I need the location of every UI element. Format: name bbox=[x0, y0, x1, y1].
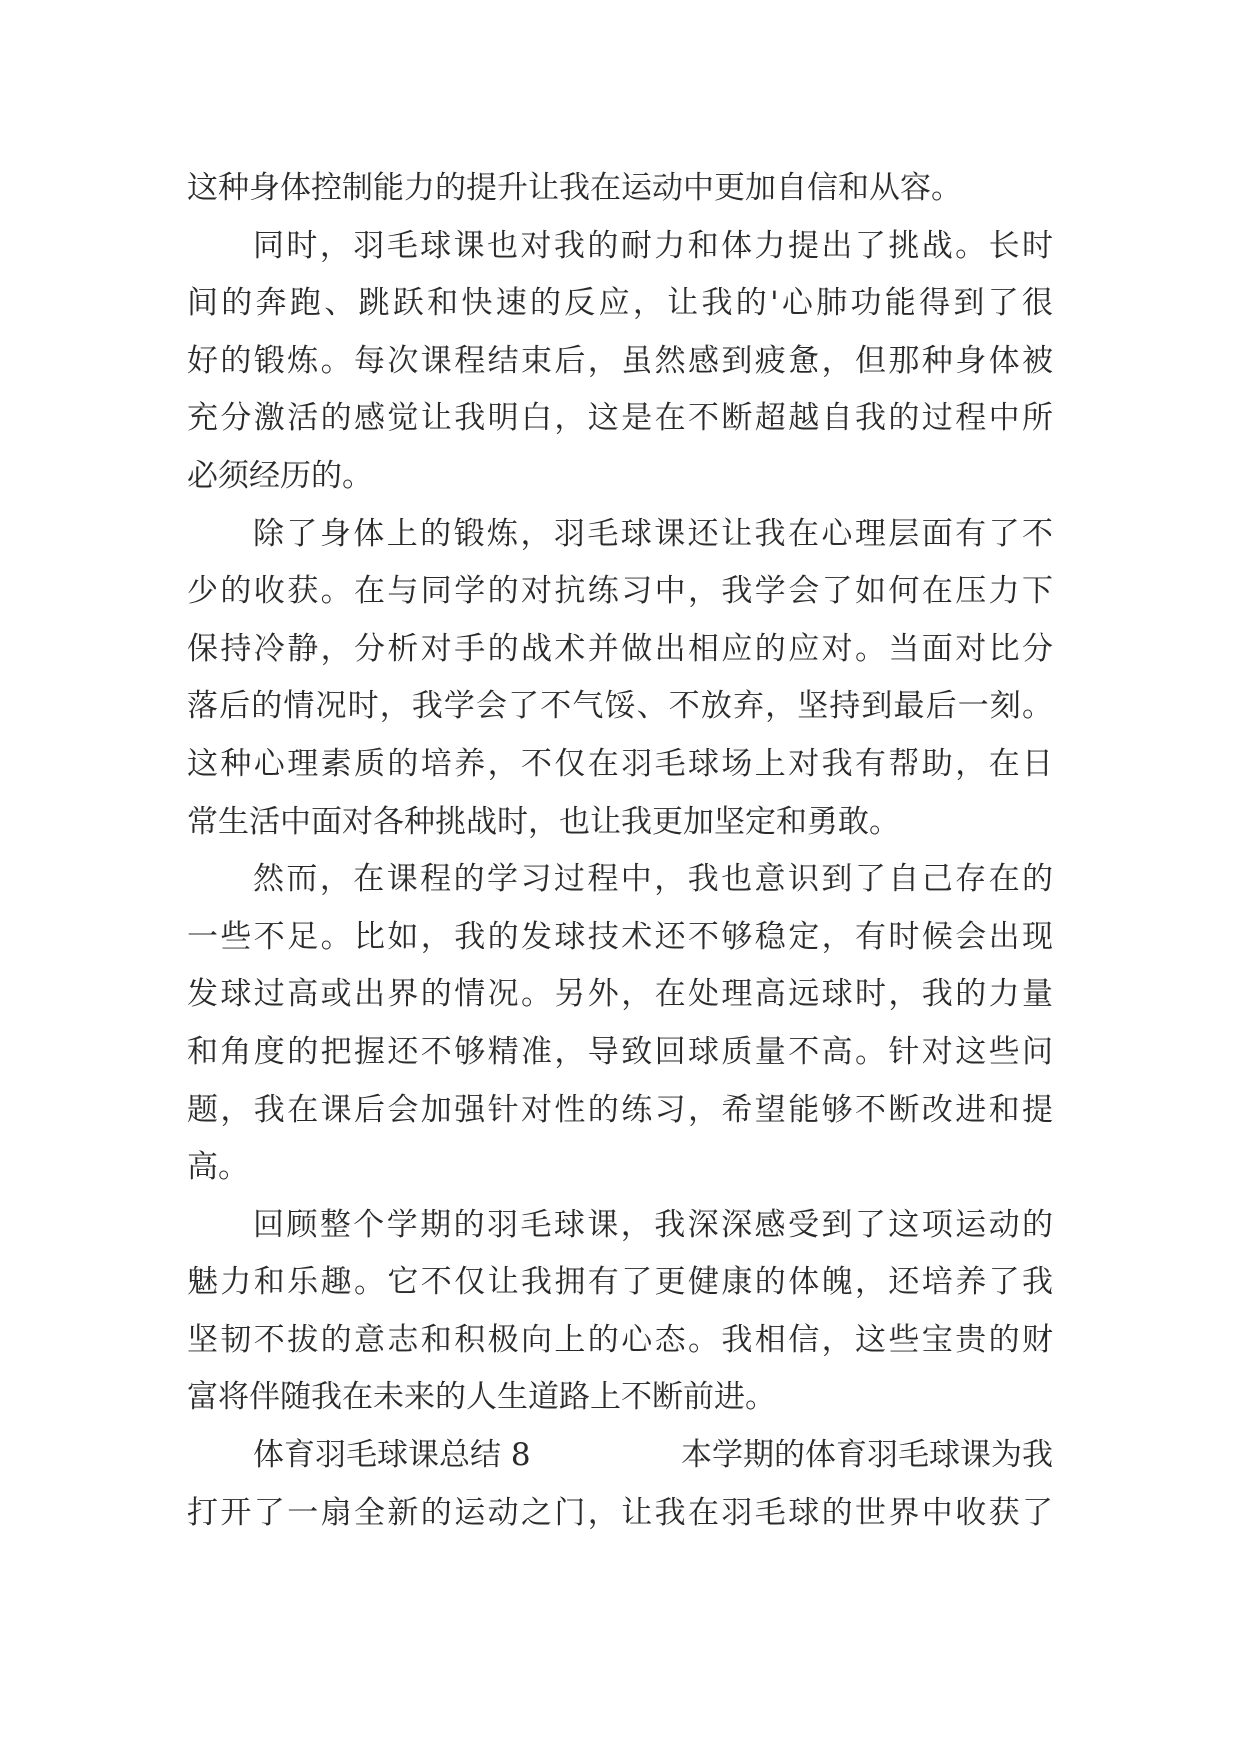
text-line: 这种身体控制能力的提升让我在运动中更加自信和从容。 bbox=[187, 170, 962, 206]
paragraph-first-line: 回顾整个学期的羽毛球课，我深深感受到了这项运动的 bbox=[253, 1206, 1053, 1243]
section-heading-line bbox=[187, 1427, 1053, 1485]
text-line: 题，我在课后会加强针对性的练习，希望能够不断改进和提 bbox=[187, 1091, 1053, 1128]
text-line: 坚韧不拔的意志和积极向上的心态。我相信，这些宝贵的财 bbox=[187, 1321, 1053, 1358]
section-heading-continuation: 本学期的体育羽毛球课为我 bbox=[681, 1437, 1053, 1474]
paragraph-last-line: 富将伴随我在未来的人生道路上不断前进。 bbox=[187, 1379, 776, 1416]
text-line: 这种心理素质的培养，不仅在羽毛球场上对我有帮助，在日 bbox=[187, 745, 1053, 782]
text-line: 魅力和乐趣。它不仅让我拥有了更健康的体魄，还培养了我 bbox=[187, 1264, 1053, 1301]
paragraph-first-line: 同时，羽毛球课也对我的耐力和体力提出了挑战。长时 bbox=[253, 227, 1053, 264]
paragraph-last-line: 常生活中面对各种挑战时，也让我更加坚定和勇敢。 bbox=[187, 803, 900, 840]
text-line: 和角度的把握还不够精准，导致回球质量不高。针对这些问 bbox=[187, 1033, 1053, 1070]
paragraph-last-line: 必须经历的。 bbox=[187, 457, 373, 494]
text-line: 少的收获。在与同学的对抗练习中，我学会了如何在压力下 bbox=[187, 573, 1053, 610]
text-line: 好的锻炼。每次课程结束后，虽然感到疲惫，但那种身体被 bbox=[187, 342, 1053, 379]
paragraph-first-line: 然而，在课程的学习过程中，我也意识到了自己存在的 bbox=[253, 861, 1053, 898]
text-line: 间的奔跑、跳跃和快速的反应，让我的'心肺功能得到了很 bbox=[187, 285, 1053, 322]
text-line: 落后的情况时，我学会了不气馁、不放弃，坚持到最后一刻。 bbox=[187, 688, 1053, 725]
text-line: 发球过高或出界的情况。另外，在处理高远球时，我的力量 bbox=[187, 976, 1053, 1013]
document-body bbox=[187, 160, 1053, 1542]
text-line: 充分激活的感觉让我明白，这是在不断超越自我的过程中所 bbox=[187, 400, 1053, 437]
text-line: 保持冷静，分析对手的战术并做出相应的应对。当面对比分 bbox=[187, 630, 1053, 667]
text-line: 一些不足。比如，我的发球技术还不够稳定，有时候会出现 bbox=[187, 918, 1053, 955]
text-line: 打开了一扇全新的运动之门，让我在羽毛球的世界中收获了 bbox=[187, 1494, 1053, 1531]
section-heading: 体育羽毛球课总结 8 bbox=[253, 1437, 531, 1474]
paragraph-last-line: 高。 bbox=[187, 1149, 249, 1186]
paragraph-first-line: 除了身体上的锻炼，羽毛球课还让我在心理层面有了不 bbox=[253, 515, 1053, 552]
